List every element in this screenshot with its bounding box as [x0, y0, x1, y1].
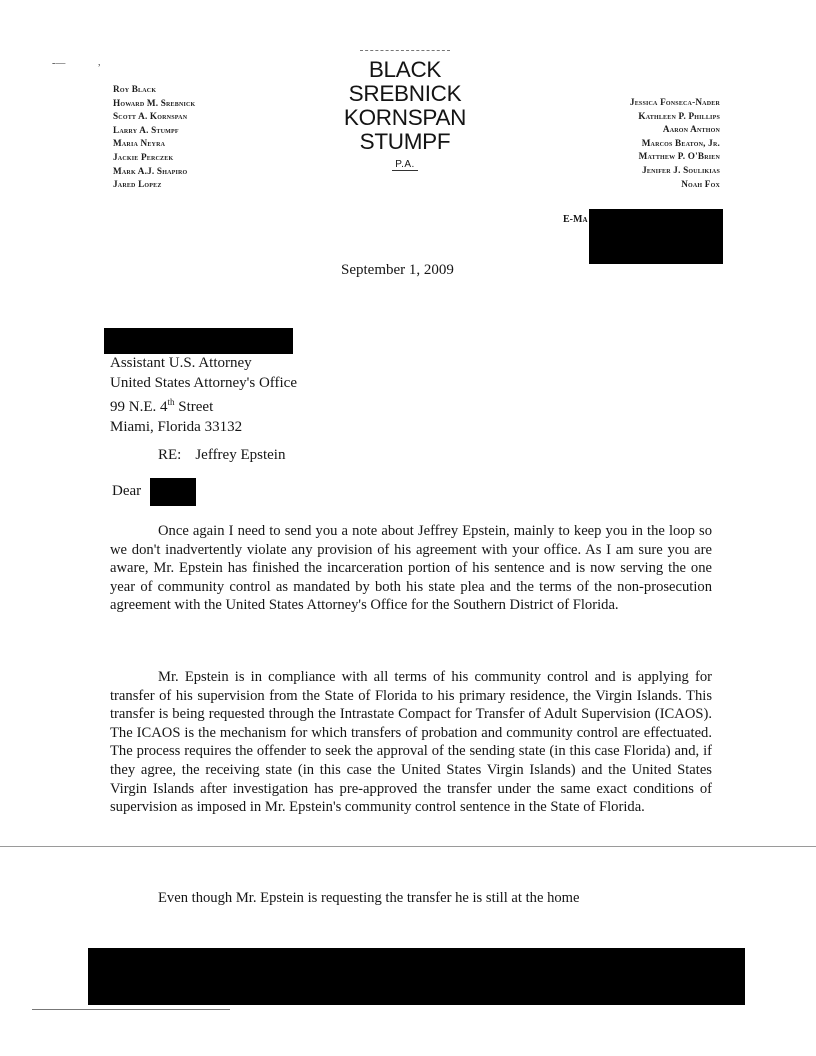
scan-fold-line	[0, 846, 816, 847]
re-line	[158, 447, 285, 464]
firm-logo	[330, 50, 480, 170]
redaction-salutation-name	[150, 478, 196, 506]
body-paragraph: Even though Mr. Epstein is requesting the transfer he is still at the home	[158, 890, 580, 906]
attorney-name: Jenifer J. Soulikias	[642, 164, 720, 175]
footer-rule	[32, 1009, 230, 1010]
salutation: Dear	[112, 483, 142, 499]
re-subject: Jeffrey Epstein	[195, 447, 286, 463]
body-paragraph: Once again I need to send you a note about Jeffrey Epstein, mainly to keep you in the loop so we don't inadvertently violate any provision of his agreement with your office. As I am sure you are aware, Mr. Epstein has finished the incarceration portion of his sentence and is now serving the one year of community control as mandated by both his state plea and the terms of the non-prosecution agreement with the United States Attorney's Office for the Southern District of Florida.	[110, 523, 712, 614]
recipient-title: Assistant U.S. Attorney	[110, 355, 252, 371]
logo-suffix	[330, 159, 480, 170]
street-superscript: th	[167, 397, 175, 407]
body-paragraph: Mr. Epstein is in compliance with all terms of his community control and is applying for transfer of his supervision from the State of Florida to his primary residence, the Virgin Islands. This transfer is being requested through the Intrastate Compact for Transfer of Adult Supervision (ICAOS). The ICAOS is the mechanism for which transfers of probation and community control are effectuated. The process requires the offender to seek the approval of the sending state (in this case Florida) and, if they agree, the receiving state (in this case the United States Virgin Islands) and the United States Virgin Islands after investigation has pre-approved the transfer under the same exact conditions of supervision as imposed in Mr. Epstein's community control sentence in the State of Florida.	[110, 669, 712, 816]
attorney-name: Aaron Anthon	[662, 124, 720, 135]
redaction-email	[589, 209, 723, 264]
attorney-list-left	[113, 83, 195, 192]
logo-suffix-text: P.A.	[392, 159, 418, 171]
attorney-name: Noah Fox	[681, 178, 720, 189]
scan-mark: ‑—	[52, 58, 66, 69]
recipient-office: United States Attorney's Office	[110, 374, 297, 391]
redaction-footer	[88, 948, 745, 1005]
attorney-list-right	[630, 96, 720, 191]
recipient-address	[110, 354, 297, 437]
recipient-city: Miami, Florida 33132	[110, 418, 243, 435]
street-prefix: 99 N.E. 4	[110, 399, 168, 415]
logo-rule	[360, 50, 450, 53]
logo-line: STUMPF	[359, 129, 451, 154]
attorney-name: Kathleen P. Phillips	[638, 110, 720, 121]
attorney-name: Jessica Fonseca-Nader	[629, 97, 720, 107]
attorney-name: Howard M. Srebnick	[113, 97, 196, 108]
logo-line: KORNSPAN	[343, 105, 467, 130]
logo-line: SREBNICK	[348, 81, 462, 106]
attorney-name: Marcos Beaton, Jr.	[641, 137, 720, 148]
attorney-name: Matthew P. O'Brien	[638, 151, 720, 162]
attorney-name: Roy Black	[113, 84, 157, 94]
attorney-name: Maria Neyra	[113, 138, 166, 149]
re-label: RE:	[158, 447, 182, 463]
street-suffix: Street	[174, 399, 214, 415]
recipient-street	[110, 393, 297, 418]
attorney-name: Jackie Perczek	[113, 151, 174, 162]
letter-date: September 1, 2009	[341, 262, 454, 278]
attorney-name: Jared Lopez	[113, 179, 162, 190]
redaction-recipient-name	[104, 328, 293, 354]
attorney-name: Mark A.J. Shapiro	[113, 165, 188, 176]
attorney-name: Larry A. Stumpf	[113, 124, 179, 135]
logo-line: BLACK	[368, 57, 442, 82]
attorney-name: Scott A. Kornspan	[113, 111, 188, 122]
email-label: E-Ma	[563, 214, 588, 225]
scan-mark: ,	[98, 57, 101, 68]
